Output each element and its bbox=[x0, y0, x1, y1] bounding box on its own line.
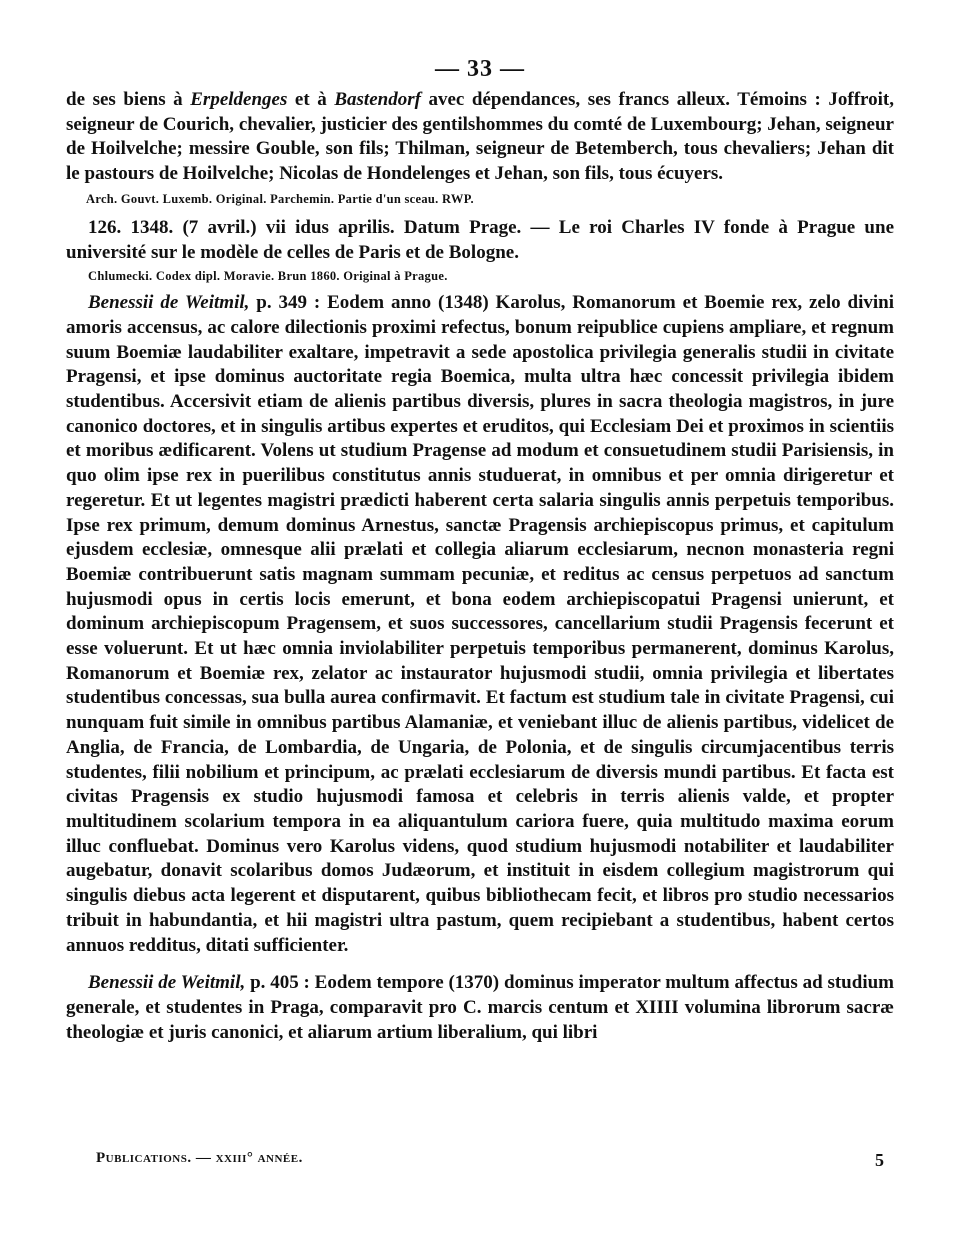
latin-text: Eodem tempore (1370) dominus imperator multum affectus ad studium generale, et studentes in Praga, comparavit pro C. marcis centum et XIIII volumina librorum sacræ theologiæ et juris canonici, et aliarum artium liberalium, qui libri bbox=[66, 972, 894, 1043]
source-author: Benessii de Weitmil, bbox=[88, 972, 246, 994]
page-footer bbox=[96, 1150, 884, 1170]
entry-day: (7 avril.) bbox=[182, 216, 257, 238]
page-number: — 33 — bbox=[435, 56, 525, 82]
entry-datum: Datum Prage. bbox=[403, 216, 522, 238]
entry-latin-date: vii idus aprilis. bbox=[265, 216, 395, 238]
text-run: avec dépendances, ses francs alleux. Témoins : Joffroit, seigneur de Courich, chevalier, justicier des gentilshommes du comté de Luxembourg; Jehan, seigneur de Hoilvelche; messire Gouble, son fils; Thilman, seigneur de Betemberch, tous chevaliers; Jehan dit le pastours de Hoilvelche; Nicolas de Hondelenges et Jehan, son fils, tous écuyers. bbox=[66, 89, 894, 185]
place-name-erpeldenges: Erpeldenges bbox=[190, 89, 288, 110]
archive-citation: Arch. Gouvt. Luxemb. Original. Parchemin. Partie d'un sceau. RWP. bbox=[86, 191, 474, 206]
paragraph-charter-witnesses bbox=[66, 88, 894, 187]
paragraph-weitmil-405 bbox=[66, 971, 894, 1045]
entry-summary: — Le roi Charles IV fonde à Prague une université sur le modèle de celles de Paris et de Bologne. bbox=[66, 216, 894, 263]
latin-text: Eodem anno (1348) Karolus, Romanorum et Boemie rex, zelo divini amoris accensus, ac calore dilectionis proximi refectus, bonum reipublice cupiens ampliare, et regnum suum Boemiæ laudabiliter exaltare, impetravit a sede apostolica privilegia generalis studii in civitate Pragensi, et ipse dominus auctoritate regia Boemica, multa ultra hæc concessit privilegia ibidem studentibus. Accersivit etiam de alienis partibus diversis, plures in sacra theologia magistros, in jure canonico doctores, et in singulis artibus expertes et eruditos, qui Ecclesiam Dei et proximos in scientiis et moribus ædificarent. Volens ut studium Pragense ad modum et consuetudinem studii Parisiensis, in quo olim ipse rex in puerilibus constitutus annis studuerat, in omnibus et per omnia dirigeretur et regeretur. Et ut legentes magistri prædicti haberent certa salaria singulis annis perpetuis temporibus. Ipse rex primum, demum dominus Arnestus, sanctæ Pragensis archiepiscopus primus, et capitulum ejusdem ecclesiæ, omnesque alii prælati et collegia aliarum ecclesiarum, necnon monasteria regni Boemiæ contribuerunt satis magnam summam pecuniæ, et reditus ac census perpetuos ad sanctum hujusmodi opus in certis locis emerunt, et bona eodem archiepiscopatui Pragensi unierunt, et dominum archiepiscopum Pragensem, et suos successores, cancellarium studii Pragensis fecerunt et esse voluerunt. Et ut hæc omnia inviolabiliter perpetuis temporibus permanerent, dominus Karolus, Romanorum et Boemiæ rex, zelator ac instaurator hujusmodi studii, omnia privilegia et libertates studentibus concessas, sua bulla aurea confirmavit. Et factum est studium tale in civitate Pragensi, cui nunquam fuit simile in omnibus partibus Alamaniæ, et veniebant illuc de alienis partibus, videlicet de Anglia, de Francia, de Lombardia, de Ungaria, de Polonia, et de singulis circumjacentibus terris studentes, filii nobilium et principum, ac prælati ecclesiarum de diversis mundi partibus. Et facta est civitas Pragensis ex studio hujusmodi famosa et celebris in terris alienis valde, et propter multitudinem scolarium tempora in ea aliquantulum cariora fuere, quia multitudo maxima eorum illuc confluebat. Dominus vero Karolus videns, quod studium hujusmodi notabiliter et laudabiliter augebatur, donavit scolaribus domos Judæorum, et instituit in eisdem collegium magistrorum qui singulis diebus acta legerent et disputarent, quibus bibliothecam fecit, et libros pro studio necessarios tribuit in habundantia, et hii magistri ultra pastum, quem recipiebant a studentibus, habent certos annuos redditus, ditati sufficienter. bbox=[66, 292, 894, 956]
entry-126 bbox=[66, 216, 894, 265]
entry-number: 126. bbox=[88, 216, 122, 238]
source-ref: p. 349 : bbox=[249, 292, 328, 314]
entry-year: 1348. bbox=[130, 216, 174, 238]
place-name-bastendorf: Bastendorf bbox=[334, 89, 421, 110]
source-ref: p. 405 : bbox=[245, 972, 315, 994]
page-body bbox=[66, 88, 894, 1045]
signature-mark: 5 bbox=[875, 1150, 884, 1170]
publication-line: Publications. — xxiii° année. bbox=[96, 1150, 303, 1166]
text-run: et à bbox=[287, 89, 335, 110]
source-author: Benessii de Weitmil, bbox=[88, 292, 250, 314]
text-run: de ses biens à bbox=[66, 89, 191, 110]
source-citation: Chlumecki. Codex dipl. Moravie. Brun 1860. Original à Prague. bbox=[88, 269, 448, 284]
paragraph-weitmil-349 bbox=[66, 291, 894, 958]
